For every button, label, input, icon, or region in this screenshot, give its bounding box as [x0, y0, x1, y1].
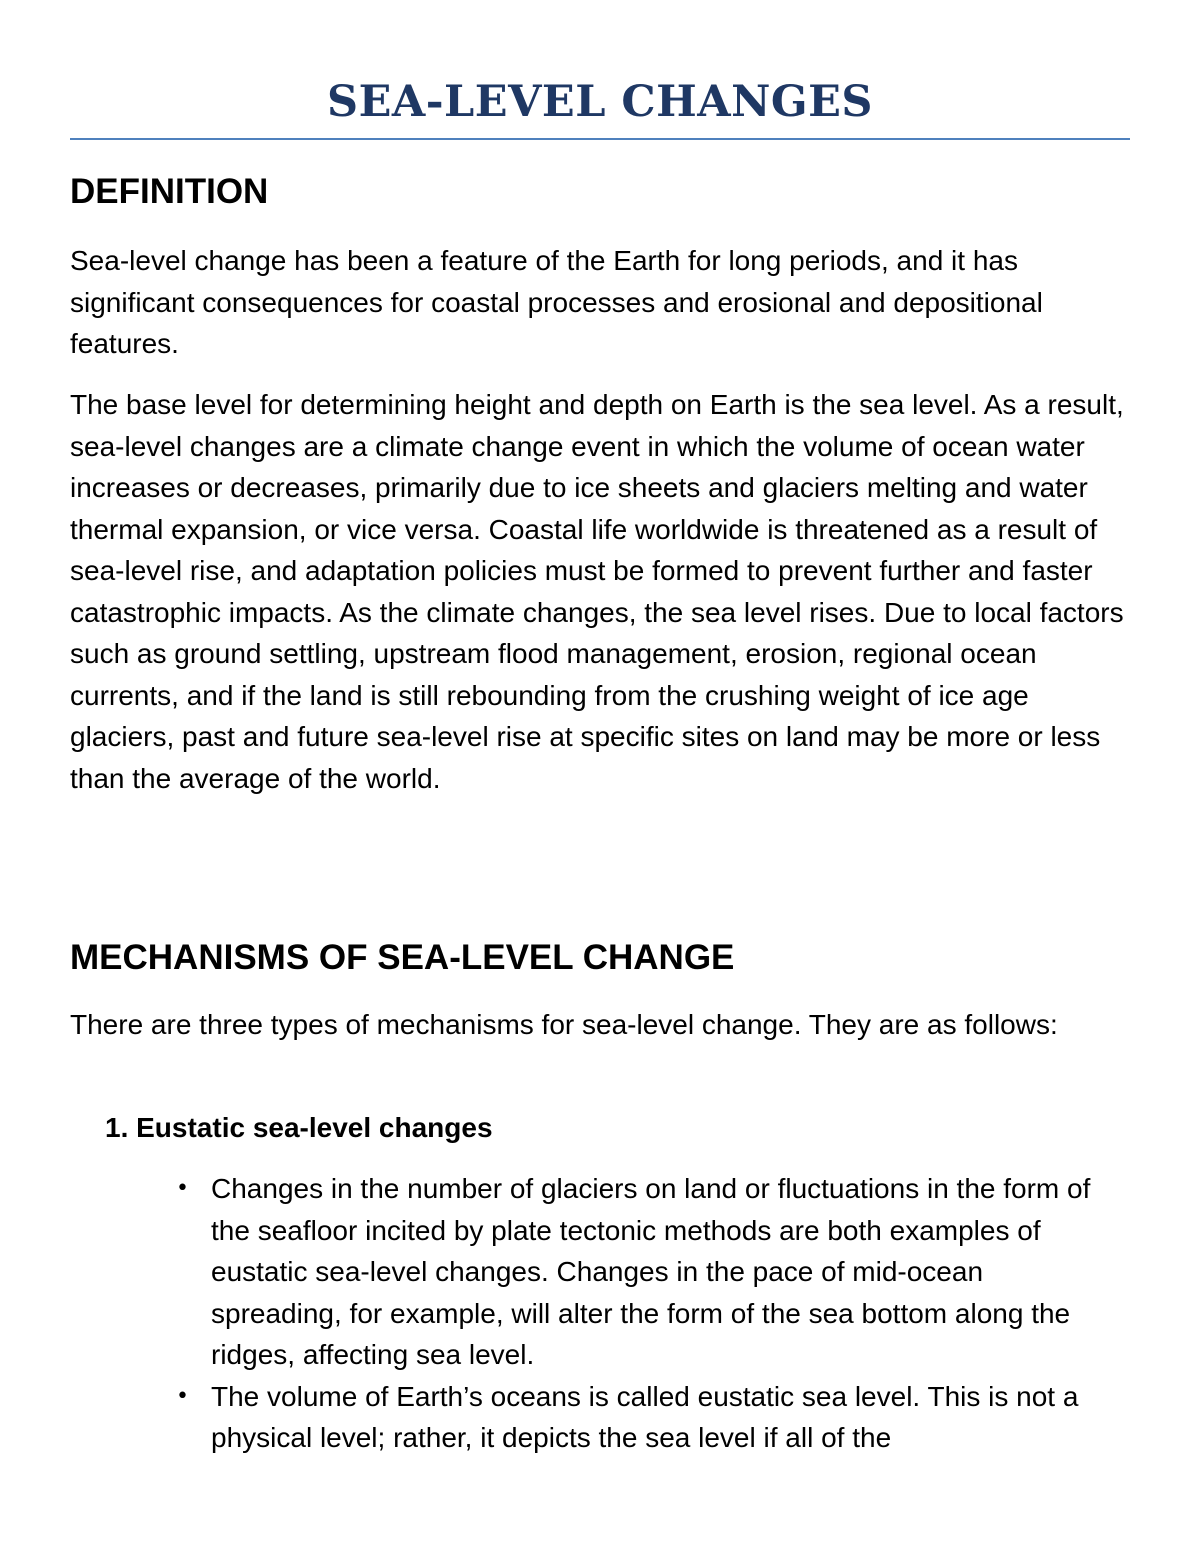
section-heading-mechanisms: MECHANISMS OF SEA-LEVEL CHANGE [70, 938, 735, 977]
bullet-text: Changes in the number of glaciers on land or fluctuations in the form of the seafloor incited by plate tectonic methods are both examples of eustatic sea-level changes. Changes in the pace of mid-ocean spreading, for example, will alter the form of the sea bottom along the ridges, affecting sea level. [211, 1173, 1091, 1370]
bullet-icon: • [176, 1383, 189, 1409]
eustatic-bullet-list [70, 1168, 1130, 1459]
definition-paragraph-1: Sea-level change has been a feature of the Earth for long periods, and it has significant consequences for coastal processes and erosional and depositional features. [70, 245, 1043, 359]
definition-paragraph-2: The base level for determining height and depth on Earth is the sea level. As a result, sea-level changes are a climate change event in which the volume of ocean water increases or decreases, primarily due to ice sheets and glaciers melting and water thermal expansion, or vice versa. Coastal life worldwide is threatened as a result of sea-level rise, and adaptation policies must be formed to prevent further and faster catastrophic impacts. As the climate changes, the sea level rises. Due to local factors such as ground settling, upstream flood management, erosion, regional ocean currents, and if the land is still rebounding from the crushing weight of ice age glaciers, past and future sea-level rise at specific sites on land may be more or less than the average of the world. [70, 389, 1124, 794]
bullet-icon: • [176, 1176, 189, 1201]
bullet-item [70, 1376, 1106, 1459]
numbered-item-eustatic: 1. Eustatic sea-level changes [105, 1112, 493, 1143]
section-heading-definition: DEFINITION [70, 172, 269, 211]
mechanisms-intro-paragraph: There are three types of mechanisms for sea-level change. They are as follows: [70, 1009, 1058, 1040]
bullet-item [70, 1168, 1106, 1376]
document-title: SEA-LEVEL CHANGES [327, 77, 873, 127]
title-underline [70, 138, 1130, 140]
bullet-text: The volume of Earth’s oceans is called eustatic sea level. This is not a physical level; rather, it depicts the sea level if all of the [211, 1380, 1079, 1453]
